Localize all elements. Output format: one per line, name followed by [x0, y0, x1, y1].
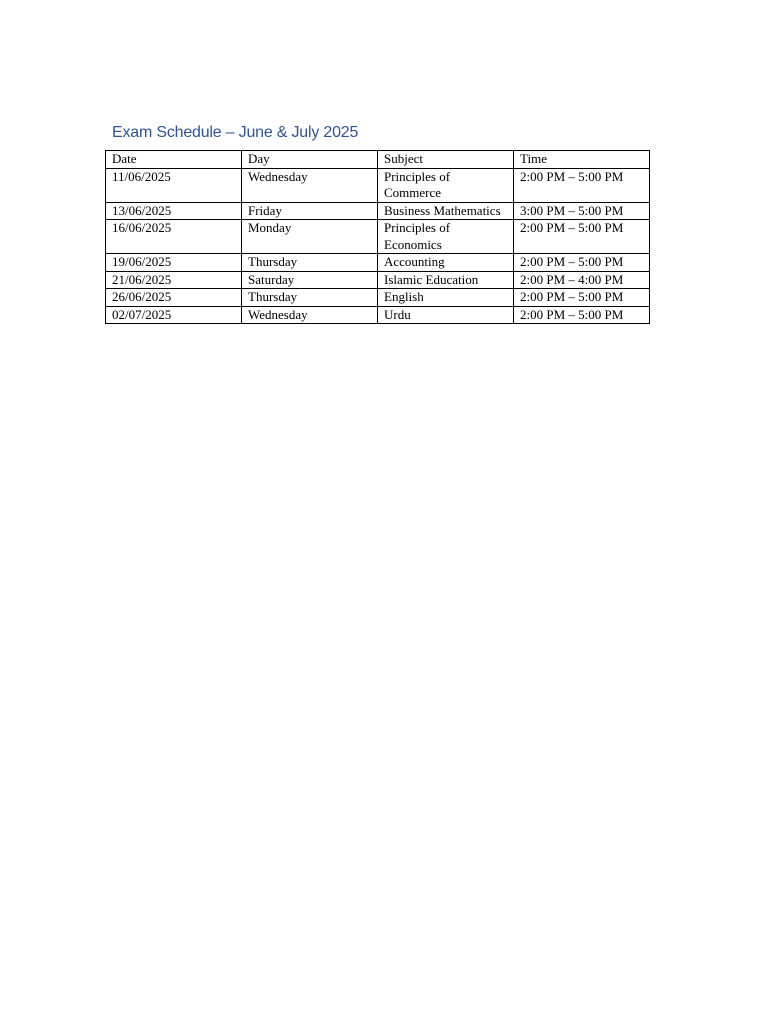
table-row — [106, 289, 650, 307]
cell-subject: Urdu — [378, 306, 514, 324]
cell-date: 02/07/2025 — [106, 306, 242, 324]
cell-day: Saturday — [242, 271, 378, 289]
cell-time: 2:00 PM – 4:00 PM — [514, 271, 650, 289]
cell-subject: Business Mathematics — [378, 202, 514, 220]
cell-time: 2:00 PM – 5:00 PM — [514, 306, 650, 324]
cell-date: 16/06/2025 — [106, 220, 242, 254]
table-row — [106, 202, 650, 220]
cell-day: Friday — [242, 202, 378, 220]
cell-date: 13/06/2025 — [106, 202, 242, 220]
page-title: Exam Schedule – June & July 2025 — [112, 124, 359, 141]
cell-day: Thursday — [242, 289, 378, 307]
cell-time: 2:00 PM – 5:00 PM — [514, 254, 650, 272]
column-header-day: Day — [242, 151, 378, 169]
table-row — [106, 271, 650, 289]
column-header-date: Date — [106, 151, 242, 169]
cell-day: Monday — [242, 220, 378, 254]
cell-date: 21/06/2025 — [106, 271, 242, 289]
table-header-row — [106, 151, 650, 169]
cell-subject: Islamic Education — [378, 271, 514, 289]
cell-day: Wednesday — [242, 306, 378, 324]
cell-day: Thursday — [242, 254, 378, 272]
table-row — [106, 306, 650, 324]
column-header-subject: Subject — [378, 151, 514, 169]
cell-day: Wednesday — [242, 168, 378, 202]
table-row — [106, 254, 650, 272]
exam-schedule-table — [105, 150, 650, 324]
cell-time: 2:00 PM – 5:00 PM — [514, 289, 650, 307]
cell-subject: Accounting — [378, 254, 514, 272]
cell-date: 11/06/2025 — [106, 168, 242, 202]
cell-subject: Principles of Economics — [378, 220, 514, 254]
table-row — [106, 168, 650, 202]
column-header-time: Time — [514, 151, 650, 169]
cell-subject: Principles of Commerce — [378, 168, 514, 202]
cell-subject: English — [378, 289, 514, 307]
cell-date: 19/06/2025 — [106, 254, 242, 272]
table-row — [106, 220, 650, 254]
cell-date: 26/06/2025 — [106, 289, 242, 307]
cell-time: 2:00 PM – 5:00 PM — [514, 168, 650, 202]
cell-time: 3:00 PM – 5:00 PM — [514, 202, 650, 220]
cell-time: 2:00 PM – 5:00 PM — [514, 220, 650, 254]
